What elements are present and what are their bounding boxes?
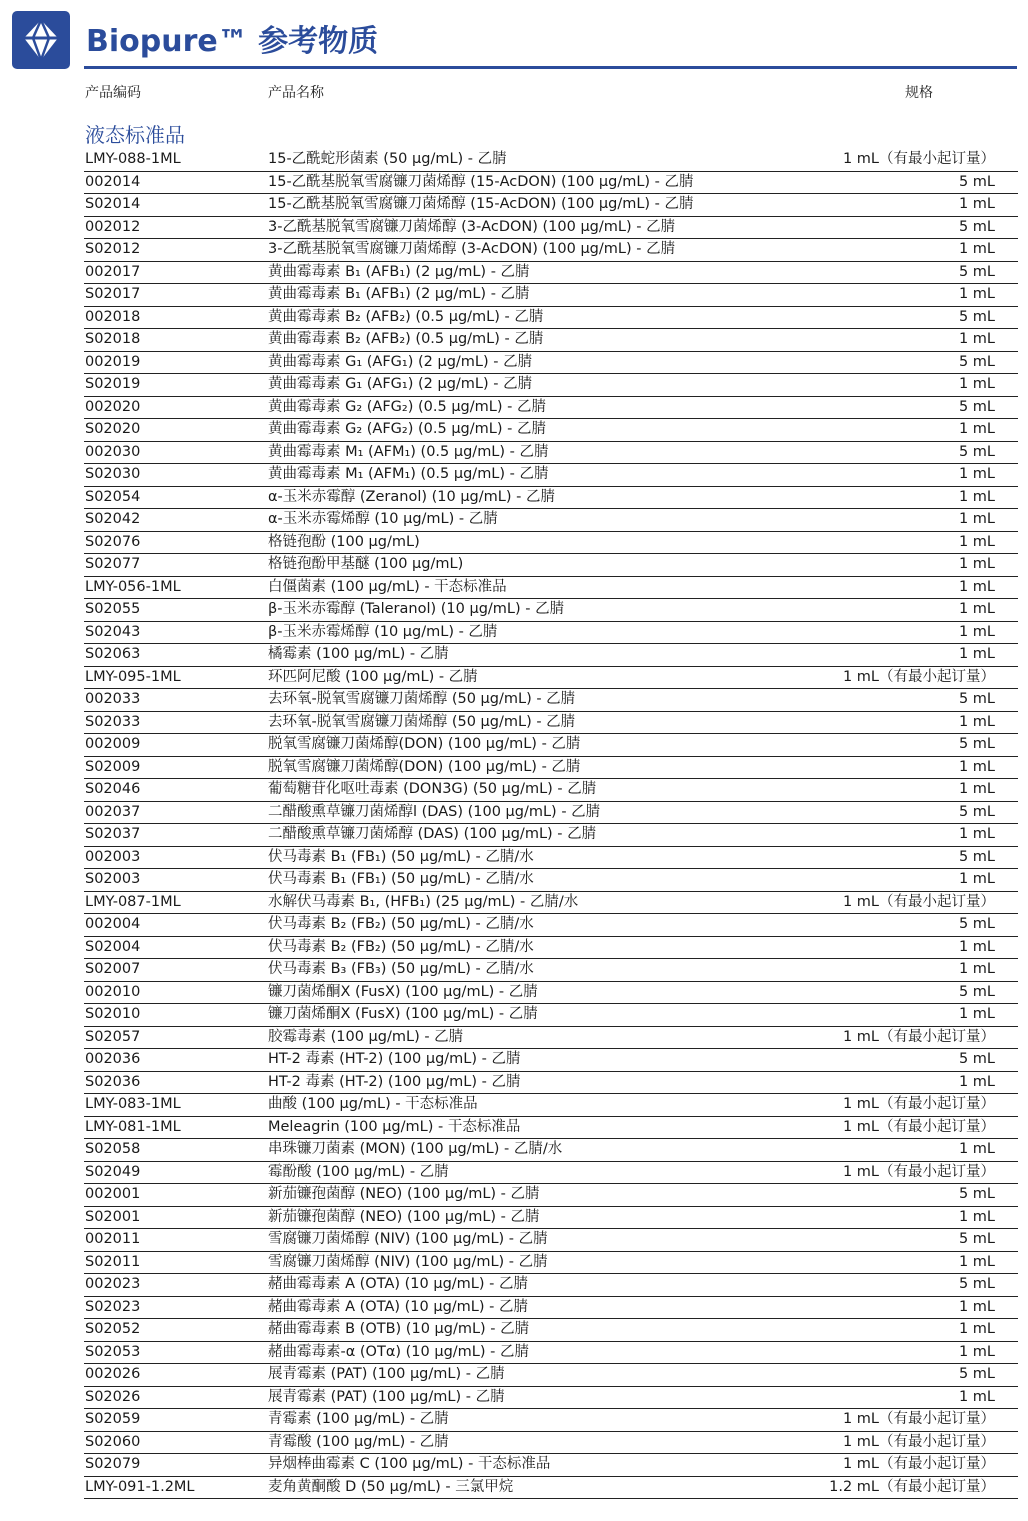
product-code: S02043 (85, 623, 141, 640)
product-spec: 5 mL (958, 691, 995, 707)
table-row (84, 1072, 1018, 1095)
product-code: 002017 (85, 263, 141, 280)
product-spec: 1 mL (958, 1298, 995, 1315)
product-name: 15-乙酰基脱氧雪腐镰刀菌烯醇 (15-AcDON) (100 µg/mL) - 乙腈 (268, 196, 694, 212)
product-spec: 5 mL (958, 218, 995, 235)
table-row (84, 239, 1018, 262)
product-code: 002036 (85, 1051, 141, 1067)
product-spec: 1 mL (958, 1253, 995, 1270)
product-code: S02076 (85, 533, 141, 550)
product-name: 黄曲霉毒素 G₂ (AFG₂) (0.5 µg/mL) - 乙腈 (268, 421, 546, 437)
product-code: S02079 (85, 1456, 141, 1472)
product-code: S02014 (85, 196, 141, 212)
product-spec: 1 mL (958, 488, 995, 505)
table-row (84, 487, 1018, 510)
table-row (84, 1477, 1018, 1500)
table-row (84, 1387, 1018, 1410)
product-code: S02020 (85, 421, 141, 437)
product-spec: 1 mL (958, 533, 995, 550)
product-code: S02057 (85, 1028, 141, 1045)
table-row (84, 1094, 1018, 1117)
table-row (84, 667, 1018, 690)
product-code: LMY-088-1ML (85, 151, 181, 167)
product-spec: 1 mL（有最小起订量） (842, 1163, 995, 1180)
section-title: 液态标准品 (85, 123, 185, 147)
table-row (84, 532, 1018, 555)
column-header-name: 产品名称 (268, 85, 324, 101)
product-spec: 1 mL (958, 421, 995, 437)
product-name: 3-乙酰基脱氧雪腐镰刀菌烯醇 (3-AcDON) (100 µg/mL) - 乙腈 (268, 241, 676, 257)
column-header-spec: 规格 (905, 85, 933, 101)
product-name: 展青霉素 (PAT) (100 µg/mL) - 乙腈 (268, 1366, 505, 1382)
product-spec: 1 mL (958, 331, 995, 347)
product-name: 麦角黄酮酸 D (50 µg/mL) - 三氯甲烷 (268, 1478, 514, 1495)
product-code: 002030 (85, 443, 141, 460)
product-spec: 1 mL（有最小起订量） (842, 668, 995, 685)
product-name: 脱氧雪腐镰刀菌烯醇(DON) (100 µg/mL) - 乙腈 (268, 758, 581, 775)
product-spec: 5 mL (958, 1231, 995, 1247)
table-row (84, 779, 1018, 802)
product-name: 雪腐镰刀菌烯醇 (NIV) (100 µg/mL) - 乙腈 (268, 1231, 548, 1247)
product-code: S02004 (85, 938, 141, 955)
diamond-logo-icon (12, 11, 70, 69)
table-row (84, 1297, 1018, 1320)
table-row (84, 734, 1018, 757)
product-name: 串珠镰刀菌素 (MON) (100 µg/mL) - 乙腈/水 (268, 1141, 563, 1157)
product-name: 异烟棒曲霉素 C (100 µg/mL) - 干态标准品 (268, 1456, 551, 1472)
table-row (84, 644, 1018, 667)
product-code: 002019 (85, 353, 141, 370)
product-name: 去环氧-脱氧雪腐镰刀菌烯醇 (50 µg/mL) - 乙腈 (268, 713, 576, 730)
product-spec: 1 mL (958, 196, 995, 212)
product-code: S02001 (85, 1208, 141, 1225)
product-spec: 1 mL（有最小起订量） (842, 1118, 995, 1135)
table-row (84, 1454, 1018, 1477)
title-divider (84, 66, 1017, 69)
table-row (84, 352, 1018, 375)
product-code: S02009 (85, 758, 141, 775)
product-code: S02010 (85, 1006, 141, 1022)
product-name: 15-乙酰蛇形菌素 (50 µg/mL) - 乙腈 (268, 151, 507, 167)
column-header-code: 产品编码 (85, 85, 141, 101)
table-row (84, 599, 1018, 622)
table-row (84, 869, 1018, 892)
product-code: S02012 (85, 241, 141, 257)
product-spec: 5 mL (958, 398, 995, 415)
table-row (84, 757, 1018, 780)
product-name: 伏马毒素 B₂ (FB₂) (50 µg/mL) - 乙腈/水 (268, 916, 534, 932)
table-row (84, 307, 1018, 330)
table-row (84, 194, 1018, 217)
product-code: LMY-083-1ML (85, 1096, 181, 1112)
product-spec: 1 mL (958, 871, 995, 887)
product-code: 002020 (85, 398, 141, 415)
product-spec: 1 mL (958, 466, 995, 482)
table-row (84, 284, 1018, 307)
product-spec: 1 mL (958, 1321, 995, 1337)
product-name: 伏马毒素 B₁ (FB₁) (50 µg/mL) - 乙腈/水 (268, 871, 534, 887)
product-code: 002004 (85, 916, 141, 932)
table-row (84, 1207, 1018, 1230)
product-code: S02003 (85, 871, 141, 887)
product-name: 黄曲霉毒素 B₁ (AFB₁) (2 µg/mL) - 乙腈 (268, 263, 530, 280)
product-name: 黄曲霉毒素 B₂ (AFB₂) (0.5 µg/mL) - 乙腈 (268, 308, 544, 325)
product-code: 002003 (85, 848, 141, 865)
product-name: 黄曲霉毒素 G₂ (AFG₂) (0.5 µg/mL) - 乙腈 (268, 398, 546, 415)
product-spec: 5 mL (958, 1366, 995, 1382)
product-spec: 1 mL (958, 1208, 995, 1225)
product-spec: 1 mL (958, 556, 995, 572)
product-name: Meleagrin (100 µg/mL) - 干态标准品 (268, 1118, 521, 1135)
product-name: 二醋酸熏草镰刀菌烯醇l (DAS) (100 µg/mL) - 乙腈 (268, 803, 601, 820)
product-name: 霉酚酸 (100 µg/mL) - 乙腈 (268, 1163, 449, 1180)
product-spec: 1 mL (958, 286, 995, 302)
product-name: HT-2 毒素 (HT-2) (100 µg/mL) - 乙腈 (268, 1073, 521, 1090)
product-name: 3-乙酰基脱氧雪腐镰刀菌烯醇 (3-AcDON) (100 µg/mL) - 乙腈 (268, 218, 676, 235)
product-spec: 5 mL (958, 263, 995, 280)
product-code: LMY-091-1.2ML (85, 1478, 195, 1495)
table-row (84, 374, 1018, 397)
product-code: S02046 (85, 781, 141, 797)
product-name: 格链孢酚甲基醚 (100 µg/mL) (268, 556, 464, 572)
product-code: S02058 (85, 1141, 141, 1157)
product-code: S02037 (85, 826, 141, 842)
product-spec: 1 mL (958, 578, 995, 595)
product-name: 白僵菌素 (100 µg/mL) - 干态标准品 (268, 578, 507, 595)
product-code: S02053 (85, 1343, 141, 1360)
product-code: 002014 (85, 173, 141, 190)
product-name: 黄曲霉毒素 B₁ (AFB₁) (2 µg/mL) - 乙腈 (268, 286, 530, 302)
product-name: 赭曲霉毒素-α (OTα) (10 µg/mL) - 乙腈 (268, 1343, 529, 1360)
table-row (84, 1229, 1018, 1252)
product-spec: 1 mL (958, 826, 995, 842)
product-code: 002009 (85, 736, 141, 752)
table-row (84, 622, 1018, 645)
product-name: 15-乙酰基脱氧雪腐镰刀菌烯醇 (15-AcDON) (100 µg/mL) - 乙腈 (268, 173, 694, 190)
table-row (84, 464, 1018, 487)
table-row (84, 554, 1018, 577)
product-table (84, 149, 1018, 1499)
product-code: S02063 (85, 646, 141, 662)
product-code: S02055 (85, 601, 141, 617)
product-name: 伏马毒素 B₂ (FB₂) (50 µg/mL) - 乙腈/水 (268, 938, 534, 955)
product-name: 伏马毒素 B₁ (FB₁) (50 µg/mL) - 乙腈/水 (268, 848, 534, 865)
product-spec: 5 mL (958, 353, 995, 370)
product-code: S02060 (85, 1433, 141, 1450)
table-row (84, 1319, 1018, 1342)
product-code: S02030 (85, 466, 141, 482)
product-name: 橘霉素 (100 µg/mL) - 乙腈 (268, 646, 449, 662)
product-code: 002037 (85, 803, 141, 820)
product-name: 雪腐镰刀菌烯醇 (NIV) (100 µg/mL) - 乙腈 (268, 1253, 548, 1270)
product-name: 镰刀菌烯酮X (FusX) (100 µg/mL) - 乙腈 (268, 1006, 538, 1022)
table-row (84, 1252, 1018, 1275)
page-title: Biopure™ 参考物质 (86, 24, 379, 59)
product-name: 展青霉素 (PAT) (100 µg/mL) - 乙腈 (268, 1388, 505, 1405)
product-name: 青霉素 (100 µg/mL) - 乙腈 (268, 1411, 449, 1427)
product-name: β-玉米赤霉烯醇 (10 µg/mL) - 乙腈 (268, 623, 498, 640)
product-name: 去环氧-脱氧雪腐镰刀菌烯醇 (50 µg/mL) - 乙腈 (268, 691, 576, 707)
product-spec: 5 mL (958, 983, 995, 1000)
product-code: 002026 (85, 1366, 141, 1382)
product-name: β-玉米赤霉醇 (Taleranol) (10 µg/mL) - 乙腈 (268, 601, 565, 617)
product-spec: 1 mL（有最小起订量） (842, 1411, 995, 1427)
product-spec: 5 mL (958, 308, 995, 325)
product-spec: 1 mL (958, 758, 995, 775)
product-name: 环匹阿尼酸 (100 µg/mL) - 乙腈 (268, 668, 478, 685)
product-spec: 1 mL (958, 241, 995, 257)
product-code: S02042 (85, 511, 141, 527)
product-name: 黄曲霉毒素 G₁ (AFG₁) (2 µg/mL) - 乙腈 (268, 376, 533, 392)
table-row (84, 1139, 1018, 1162)
table-row (84, 1364, 1018, 1387)
product-name: 黄曲霉毒素 M₁ (AFM₁) (0.5 µg/mL) - 乙腈 (268, 466, 549, 482)
product-code: S02019 (85, 376, 141, 392)
product-code: S02007 (85, 961, 141, 977)
product-name: HT-2 毒素 (HT-2) (100 µg/mL) - 乙腈 (268, 1051, 521, 1067)
product-name: 格链孢酚 (100 µg/mL) (268, 533, 420, 550)
product-spec: 1 mL (958, 781, 995, 797)
product-spec: 1 mL (958, 1006, 995, 1022)
table-row (84, 892, 1018, 915)
product-spec: 5 mL (958, 443, 995, 460)
product-spec: 5 mL (958, 736, 995, 752)
product-spec: 1 mL (958, 601, 995, 617)
table-row (84, 397, 1018, 420)
product-code: S02011 (85, 1253, 141, 1270)
product-spec: 5 mL (958, 1186, 995, 1202)
product-spec: 5 mL (958, 916, 995, 932)
product-code: S02017 (85, 286, 141, 302)
table-row (84, 217, 1018, 240)
product-code: S02036 (85, 1073, 141, 1090)
product-name: 赭曲霉毒素 A (OTA) (10 µg/mL) - 乙腈 (268, 1298, 528, 1315)
table-row (84, 1049, 1018, 1072)
product-name: 黄曲霉毒素 B₂ (AFB₂) (0.5 µg/mL) - 乙腈 (268, 331, 544, 347)
table-row (84, 1117, 1018, 1140)
product-spec: 1 mL (958, 938, 995, 955)
product-code: 002010 (85, 983, 141, 1000)
product-name: 二醋酸熏草镰刀菌烯醇 (DAS) (100 µg/mL) - 乙腈 (268, 826, 597, 842)
product-spec: 1 mL (958, 376, 995, 392)
product-code: 002011 (85, 1231, 141, 1247)
table-row (84, 824, 1018, 847)
product-spec: 1 mL（有最小起订量） (842, 1433, 995, 1450)
product-code: 002018 (85, 308, 141, 325)
product-code: S02054 (85, 488, 141, 505)
product-name: α-玉米赤霉醇 (Zeranol) (10 µg/mL) - 乙腈 (268, 488, 555, 505)
product-spec: 1 mL (958, 511, 995, 527)
product-spec: 1 mL（有最小起订量） (842, 1096, 995, 1112)
product-name: 脱氧雪腐镰刀菌烯醇(DON) (100 µg/mL) - 乙腈 (268, 736, 581, 752)
product-spec: 1 mL (958, 1388, 995, 1405)
table-row (84, 1162, 1018, 1185)
product-code: LMY-095-1ML (85, 668, 181, 685)
product-code: S02023 (85, 1298, 141, 1315)
product-spec: 5 mL (958, 1051, 995, 1067)
table-row (84, 937, 1018, 960)
product-name: 伏马毒素 B₃ (FB₃) (50 µg/mL) - 乙腈/水 (268, 961, 534, 977)
product-name: 水解伏马毒素 B₁, (HFB₁) (25 µg/mL) - 乙腈/水 (268, 893, 579, 910)
product-code: 002001 (85, 1186, 141, 1202)
table-row (84, 149, 1018, 172)
product-spec: 1 mL（有最小起订量） (842, 1028, 995, 1045)
product-code: S02026 (85, 1388, 141, 1405)
product-code: S02077 (85, 556, 141, 572)
product-code: S02049 (85, 1163, 141, 1180)
product-name: 新茄镰孢菌醇 (NEO) (100 µg/mL) - 乙腈 (268, 1208, 540, 1225)
table-row (84, 802, 1018, 825)
table-row (84, 1027, 1018, 1050)
table-row (84, 577, 1018, 600)
table-row (84, 959, 1018, 982)
product-code: S02059 (85, 1411, 141, 1427)
product-code: 002023 (85, 1276, 141, 1292)
product-name: 曲酸 (100 µg/mL) - 干态标准品 (268, 1096, 478, 1112)
product-code: S02018 (85, 331, 141, 347)
product-spec: 1 mL (958, 1343, 995, 1360)
product-name: 新茄镰孢菌醇 (NEO) (100 µg/mL) - 乙腈 (268, 1186, 540, 1202)
table-row (84, 689, 1018, 712)
table-row (84, 847, 1018, 870)
table-row (84, 1409, 1018, 1432)
product-spec: 1 mL (958, 623, 995, 640)
product-spec: 5 mL (958, 1276, 995, 1292)
product-spec: 1 mL（有最小起订量） (842, 893, 995, 910)
table-row (84, 419, 1018, 442)
product-code: 002012 (85, 218, 141, 235)
product-code: LMY-087-1ML (85, 893, 181, 910)
table-row (84, 712, 1018, 735)
product-spec: 5 mL (958, 803, 995, 820)
table-row (84, 914, 1018, 937)
product-code: LMY-081-1ML (85, 1118, 181, 1135)
table-row (84, 1004, 1018, 1027)
product-spec: 1 mL (958, 961, 995, 977)
product-code: S02052 (85, 1321, 141, 1337)
product-spec: 1 mL（有最小起订量） (842, 151, 995, 167)
product-spec: 1.2 mL（有最小起订量） (829, 1478, 995, 1495)
product-code: 002033 (85, 691, 141, 707)
table-row (84, 172, 1018, 195)
product-spec: 1 mL (958, 713, 995, 730)
product-name: 黄曲霉毒素 G₁ (AFG₁) (2 µg/mL) - 乙腈 (268, 353, 533, 370)
table-row (84, 1432, 1018, 1455)
product-name: 黄曲霉毒素 M₁ (AFM₁) (0.5 µg/mL) - 乙腈 (268, 443, 549, 460)
product-code: LMY-056-1ML (85, 578, 181, 595)
product-name: 胶霉毒素 (100 µg/mL) - 乙腈 (268, 1028, 464, 1045)
table-row (84, 1342, 1018, 1365)
product-spec: 1 mL (958, 1073, 995, 1090)
table-row (84, 1184, 1018, 1207)
table-row (84, 982, 1018, 1005)
table-row (84, 1274, 1018, 1297)
product-spec: 1 mL（有最小起订量） (842, 1456, 995, 1472)
product-spec: 1 mL (958, 1141, 995, 1157)
table-row (84, 329, 1018, 352)
product-name: α-玉米赤霉烯醇 (10 µg/mL) - 乙腈 (268, 511, 498, 527)
table-row (84, 262, 1018, 285)
product-spec: 5 mL (958, 173, 995, 190)
product-spec: 5 mL (958, 848, 995, 865)
product-code: S02033 (85, 713, 141, 730)
product-name: 赭曲霉毒素 B (OTB) (10 µg/mL) - 乙腈 (268, 1321, 530, 1337)
table-row (84, 509, 1018, 532)
product-name: 赭曲霉毒素 A (OTA) (10 µg/mL) - 乙腈 (268, 1276, 528, 1292)
product-name: 葡萄糖苷化呕吐毒素 (DON3G) (50 µg/mL) - 乙腈 (268, 781, 597, 797)
table-row (84, 442, 1018, 465)
product-spec: 1 mL (958, 646, 995, 662)
product-name: 镰刀菌烯酮X (FusX) (100 µg/mL) - 乙腈 (268, 983, 538, 1000)
product-name: 青霉酸 (100 µg/mL) - 乙腈 (268, 1433, 449, 1450)
